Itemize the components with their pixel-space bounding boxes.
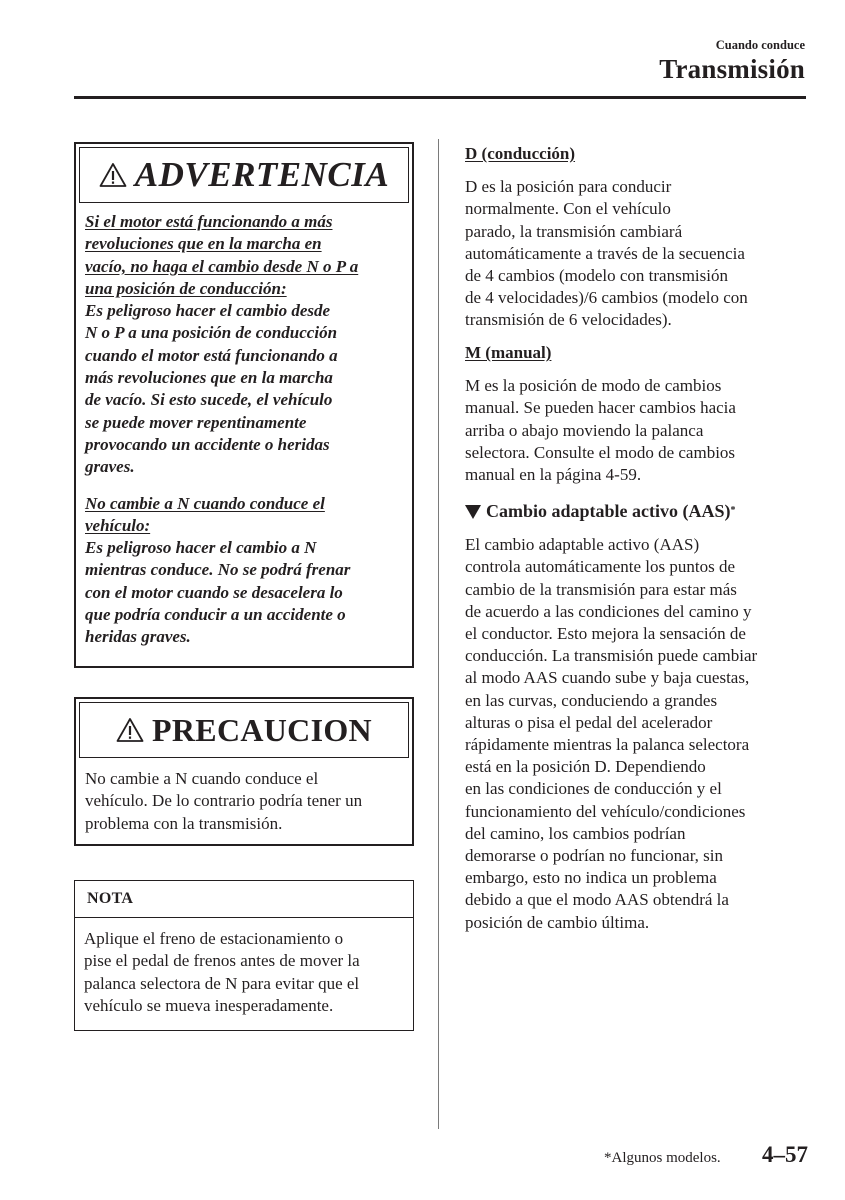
aas-footnote-mark: *: [730, 505, 736, 516]
aas-text-line: del camino, los cambios podrían: [465, 823, 686, 843]
aas-text-line: funcionamiento del vehículo/condiciones: [465, 801, 746, 821]
down-triangle-icon: [465, 505, 481, 519]
aas-text-line: al modo AAS cuando sube y baja cuestas,: [465, 668, 750, 688]
m-text-line: manual en la página 4-59.: [465, 465, 642, 485]
m-heading: M (manual): [465, 343, 552, 362]
d-text-line: de 4 velocidades)/6 cambios (modelo con: [465, 288, 748, 308]
page-title: Transmisión: [659, 54, 805, 84]
warning-heading-line: una posición de conducción:: [85, 278, 287, 298]
aas-text-line: en las curvas, conduciendo a grandes: [465, 690, 718, 710]
caution-body: [76, 758, 412, 845]
m-text-line: selectora. Consulte el modo de cambios: [465, 442, 736, 462]
warning-text-line: con el motor cuando se desacelera lo: [85, 582, 343, 602]
header-rule: [74, 96, 806, 99]
warning-heading-line: vacío, no haga el cambio desde N o P a: [85, 256, 359, 276]
note-body: [75, 918, 413, 1027]
note-text-line: vehículo se mueva inesperadamente.: [84, 995, 334, 1015]
caution-title: PRECAUCION: [152, 711, 372, 748]
warning-text-line: heridas graves.: [85, 627, 191, 647]
warning-heading-line: No cambie a N cuando conduce el: [85, 493, 325, 513]
warning-box: [74, 142, 414, 668]
aas-text-line: está en la posición D. Dependiendo: [465, 757, 706, 777]
aas-text-line: conducción. La transmisión puede cambiar: [465, 646, 758, 666]
warning-box-header: [79, 147, 409, 203]
warning-text-line: más revoluciones que en la marcha: [85, 368, 333, 388]
caution-text-line: problema con la transmisión.: [85, 813, 283, 833]
aas-text-line: El cambio adaptable activo (AAS): [465, 535, 700, 555]
warning-title: ADVERTENCIA: [134, 155, 390, 194]
aas-text-line: cambio de la transmisión para estar más: [465, 579, 737, 599]
aas-text-line: embargo, esto no indica un problema: [465, 868, 717, 888]
warning-body: [76, 203, 412, 659]
caution-box-header: [79, 702, 409, 758]
warning-item-2: [85, 493, 404, 649]
warning-text-line: de vacío. Si esto sucede, el vehículo: [85, 390, 333, 410]
caution-triangle-icon: [116, 717, 144, 743]
aas-heading: Cambio adaptable activo (AAS): [486, 501, 731, 521]
page-number: 4–57: [762, 1142, 808, 1167]
m-text-line: manual. Se pueden hacer cambios hacia: [465, 398, 736, 418]
section-label: Cuando conduce: [715, 38, 805, 52]
aas-text-line: alturas o pisa el pedal del acelerador: [465, 712, 713, 732]
d-section: [465, 143, 810, 332]
warning-text-line: cuando el motor está funcionando a: [85, 345, 338, 365]
m-text-line: M es la posición de modo de cambios: [465, 376, 722, 396]
aas-text-line: de acuerdo a las condiciones del camino y: [465, 601, 752, 621]
warning-text-line: N o P a una posición de conducción: [85, 323, 338, 343]
aas-text-line: debido a que el modo AAS obtendrá la: [465, 890, 729, 910]
footnote: *Algunos modelos.: [604, 1150, 721, 1166]
aas-subheading: [465, 500, 810, 522]
aas-text-line: controla automáticamente los puntos de: [465, 557, 736, 577]
aas-text-line: demorarse o podrían no funcionar, sin: [465, 846, 724, 866]
warning-text-line: Es peligroso hacer el cambio a N: [85, 538, 317, 558]
column-divider: [438, 139, 439, 1129]
d-heading: D (conducción): [465, 144, 576, 163]
caution-box: [74, 697, 414, 846]
warning-heading-line: Si el motor está funcionando a más: [85, 212, 333, 231]
d-text-line: D es la posición para conducir: [465, 177, 672, 197]
aas-text-line: posición de cambio última.: [465, 912, 650, 932]
warning-triangle-icon: [99, 162, 127, 188]
warning-text-line: Es peligroso hacer el cambio desde: [85, 301, 331, 321]
warning-text-line: que podría conducir a un accidente o: [85, 605, 346, 625]
aas-section: [465, 500, 810, 934]
m-section: [465, 342, 810, 486]
warning-text-line: graves.: [85, 457, 135, 477]
note-text-line: Aplique el freno de estacionamiento o: [84, 929, 344, 948]
warning-heading-line: revoluciones que en la marcha en: [85, 234, 322, 254]
aas-text-line: en las condiciones de conducción y el: [465, 779, 722, 799]
m-text-line: arriba o abajo moviendo la palanca: [465, 420, 704, 440]
note-box: [74, 880, 414, 1031]
d-text-line: normalmente. Con el vehículo: [465, 199, 671, 219]
d-text-line: parado, la transmisión cambiará: [465, 221, 683, 241]
note-text-line: palanca selectora de N para evitar que el: [84, 973, 360, 993]
warning-text-line: se puede mover repentinamente: [85, 412, 307, 432]
aas-text-line: rápidamente mientras la palanca selectora: [465, 735, 750, 755]
d-text-line: de 4 cambios (modelo con transmisión: [465, 266, 728, 286]
note-text-line: pise el pedal de frenos antes de mover la: [84, 951, 360, 971]
d-text-line: automáticamente a través de la secuencia: [465, 243, 745, 263]
warning-item-1: [85, 211, 404, 479]
warning-heading-line: vehículo:: [85, 515, 151, 535]
warning-text-line: provocando un accidente o heridas: [85, 434, 330, 454]
caution-text-line: No cambie a N cuando conduce el: [85, 769, 319, 788]
aas-text-line: el conductor. Esto mejora la sensación de: [465, 624, 746, 644]
warning-text-line: mientras conduce. No se podrá frenar: [85, 560, 351, 580]
caution-text-line: vehículo. De lo contrario podría tener un: [85, 791, 363, 811]
d-text-line: transmisión de 6 velocidades).: [465, 310, 672, 330]
note-title: NOTA: [75, 881, 413, 918]
